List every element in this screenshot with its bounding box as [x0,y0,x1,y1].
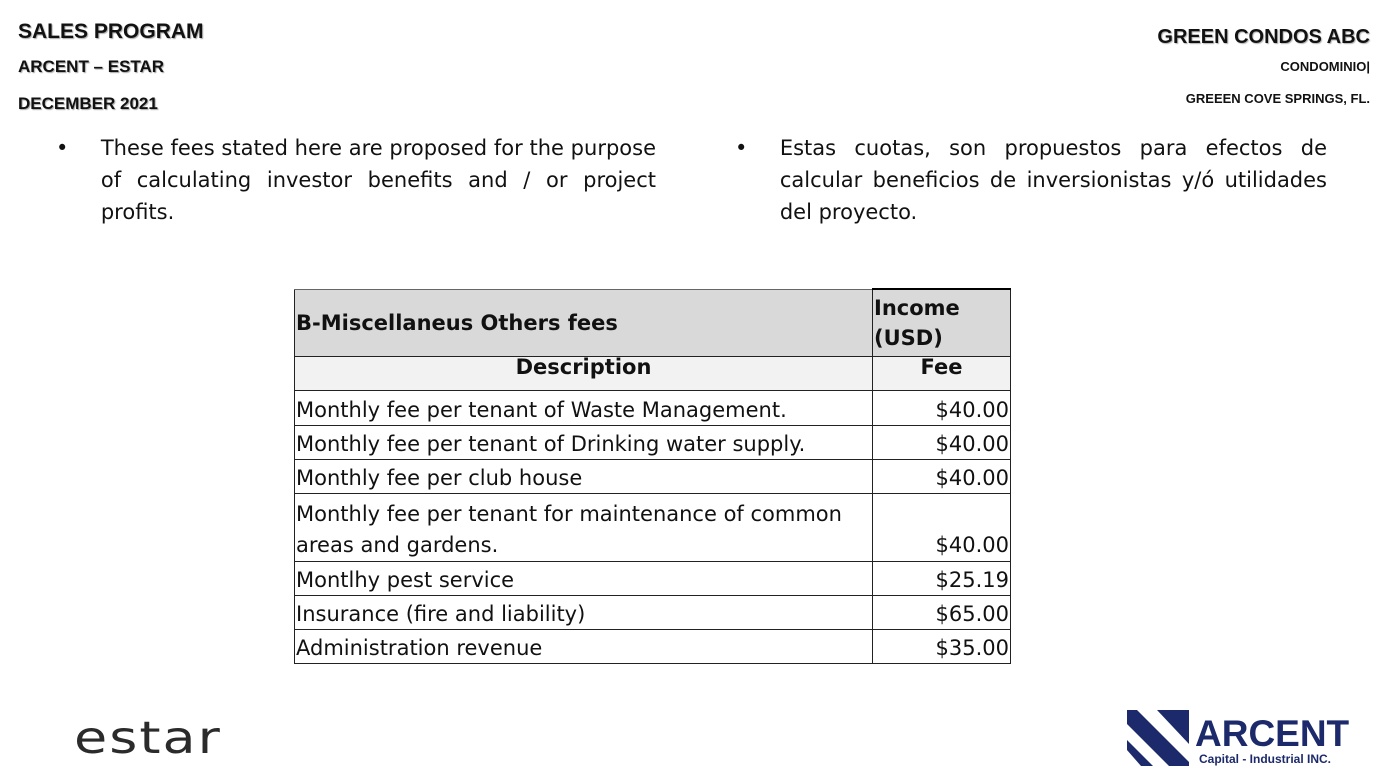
program-subtitle: ARCENT – ESTAR [18,57,165,76]
row-description: Montlhy pest service [295,562,873,596]
row-description: Insurance (fire and liability) [295,596,873,630]
table-row [295,391,1011,426]
row-fee: $65.00 [873,596,1011,630]
header-right [1157,24,1370,108]
column-header-fee: Fee [873,357,1011,391]
bullet-icon: • [56,136,69,160]
project-name: GREEN CONDOS ABC [1157,26,1370,48]
program-title: SALES PROGRAM [18,20,204,43]
note-english [56,132,656,228]
row-fee: $40.00 [873,391,1011,426]
header-left [18,18,204,116]
table-row [295,630,1011,664]
row-description: Monthly fee per tenant of Waste Management. [295,391,873,426]
arcent-tagline: Capital - Industrial INC. [1199,752,1332,766]
row-description: Monthly fee per club house [295,460,873,494]
table-row [295,562,1011,596]
row-description: Administration revenue [295,630,873,664]
project-location: GREEEN COVE SPRINGS, FL. [1185,91,1370,106]
column-header-row [295,357,1011,391]
fees-table [294,288,1011,664]
income-header: Income (USD) [873,289,1011,357]
arcent-mark-icon [1127,710,1189,766]
row-fee: $40.00 [873,494,1011,562]
note-spanish [735,132,1327,228]
section-title: B-Miscellaneus Others fees [295,289,873,357]
row-description: Monthly fee per tenant of Drinking water supply. [295,426,873,460]
bullet-icon: • [735,136,748,160]
row-fee: $40.00 [873,460,1011,494]
project-type: CONDOMINIO| [1280,59,1370,74]
row-description: Monthly fee per tenant for maintenance of common areas and gardens. [295,494,873,562]
row-fee: $25.19 [873,562,1011,596]
table-row [295,460,1011,494]
table-row [295,596,1011,630]
row-fee: $35.00 [873,630,1011,664]
table-row [295,426,1011,460]
column-header-description: Description [295,357,873,391]
note-english-text: These fees stated here are proposed for the purpose of calculating investor benefits and / or project profits. [100,136,656,224]
arcent-logo [1127,710,1367,768]
row-fee: $40.00 [873,426,1011,460]
note-spanish-text: Estas cuotas, son propuestos para efectos de calcular beneficios de inversionistas y/ó utilidades del proyecto. [779,136,1327,224]
table-title-row [295,289,1011,357]
table-row [295,494,1011,562]
arcent-name: ARCENT [1195,713,1350,754]
program-date: DECEMBER 2021 [18,94,158,113]
estar-logo: estar [74,711,222,764]
